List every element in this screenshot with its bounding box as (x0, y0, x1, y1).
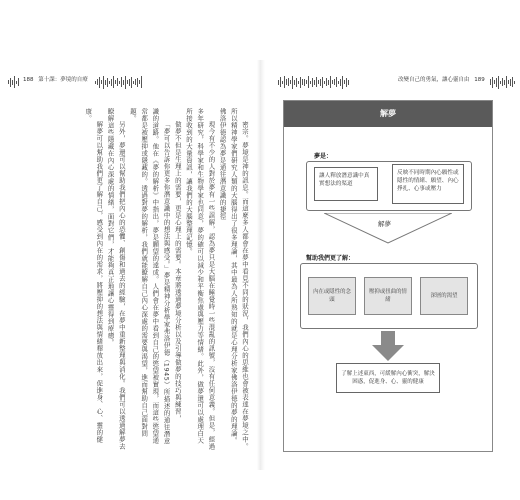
paragraph: 解夢可以幫助我們更了解自己，感受到內在的需求，將壓抑的想法與情緒釋放出來，促進身、心、靈的健康。 (84, 108, 104, 443)
dream-card: 讓人釋放潛意識中真實想法的渠道 (314, 167, 378, 201)
result-card: 了解上述東西，可緩解內心衝突，解決困惑，促進身、心、靈的健康 (336, 363, 440, 393)
paragraph: 做夢不但是生理上的需要，更是心理上的需要。本章將透過夢境分析以及引導做夢的技巧與練習， (173, 120, 182, 422)
help-card: 壓抑或扭曲的情緒 (364, 277, 412, 315)
dream-card: 反映不同時期內心願性或隱性的情緒、願望、內心掙扎、心事或壓力 (392, 164, 464, 204)
paragraph: 「夢可以告訴你更多你潛意識中的想法與感受。」夢是精神分析學家弗洛伊德（1945）所描述的通往潛意識的道路。他在《夢的解析》中指出，夢是願望的達成。人們會在夢中看到自己的慾望被實現，而這些慾望通常都是被壓抑或隱藏的。透過對夢的解析，我們就能瞭解自己內心深處的需要與渴望，進而幫助自己面對問題。 (128, 108, 171, 445)
header-wave-decoration-right (490, 75, 515, 89)
help-card: 內在或隱性的念頭 (308, 277, 356, 315)
paragraph: 另外，夢還可以幫助我們把內心的恐懼、創傷和過去的經驗，在夢中重新整理與消化。我們可以透過解夢去瞭解這些隱藏在內心深處的情緒，面對它們，才能夠真正地讓心靈得到療癒。 (106, 108, 126, 450)
page-number-right: 189 (474, 77, 485, 83)
dream-label: 夢是： (314, 153, 333, 160)
header-wave-decoration-center-right (278, 75, 349, 89)
header-wave-decoration-center-left (95, 75, 142, 89)
diagram-title: 解夢 (284, 101, 492, 127)
header-wave-decoration-left (8, 75, 19, 89)
header-right (398, 75, 488, 83)
dream-diagram (283, 100, 493, 452)
page-number-left: 188 (23, 77, 34, 83)
help-card: 深層的渴望 (420, 277, 468, 315)
paragraph: 現今有不少的人對於夢有一些誤解，認為夢只是大腦在睡覺時一些混亂的訊號，沒有任何意義。但是，經過多年研究，科學家和生物學家也同意，夢的確可以減少和平衡焦慮與壓力等情緒。此外，做夢還可以處理白天所接收到的大量資訊，讓我們的大腦整理記憶。 (184, 108, 216, 450)
header-left (20, 75, 88, 83)
down-arrow-icon (324, 213, 452, 245)
body-text (14, 108, 250, 450)
chapter-title: 第十課：夢境的自療 (38, 77, 88, 83)
down-block-arrow-icon (372, 331, 404, 361)
paragraph: 密宗。夢境是神的訊息。而這麼多人都會在夢中看見不同的狀況，我們內心的思維也會被表達在夢境之中。所以精神學家們研究人類的大腦得出了很多理論，其中最為人所熟知的就是心理分析家佛洛伊德的夢的理論。佛洛伊德認為夢是通往潛意識的捷徑 (218, 108, 249, 450)
book-spine (257, 60, 265, 470)
book-title: 改變自己的勇氣，讓心靈自由 (398, 77, 470, 83)
interpret-arrow-label: 解夢 (378, 220, 391, 228)
help-label: 幫助我們更了解： (306, 255, 355, 262)
